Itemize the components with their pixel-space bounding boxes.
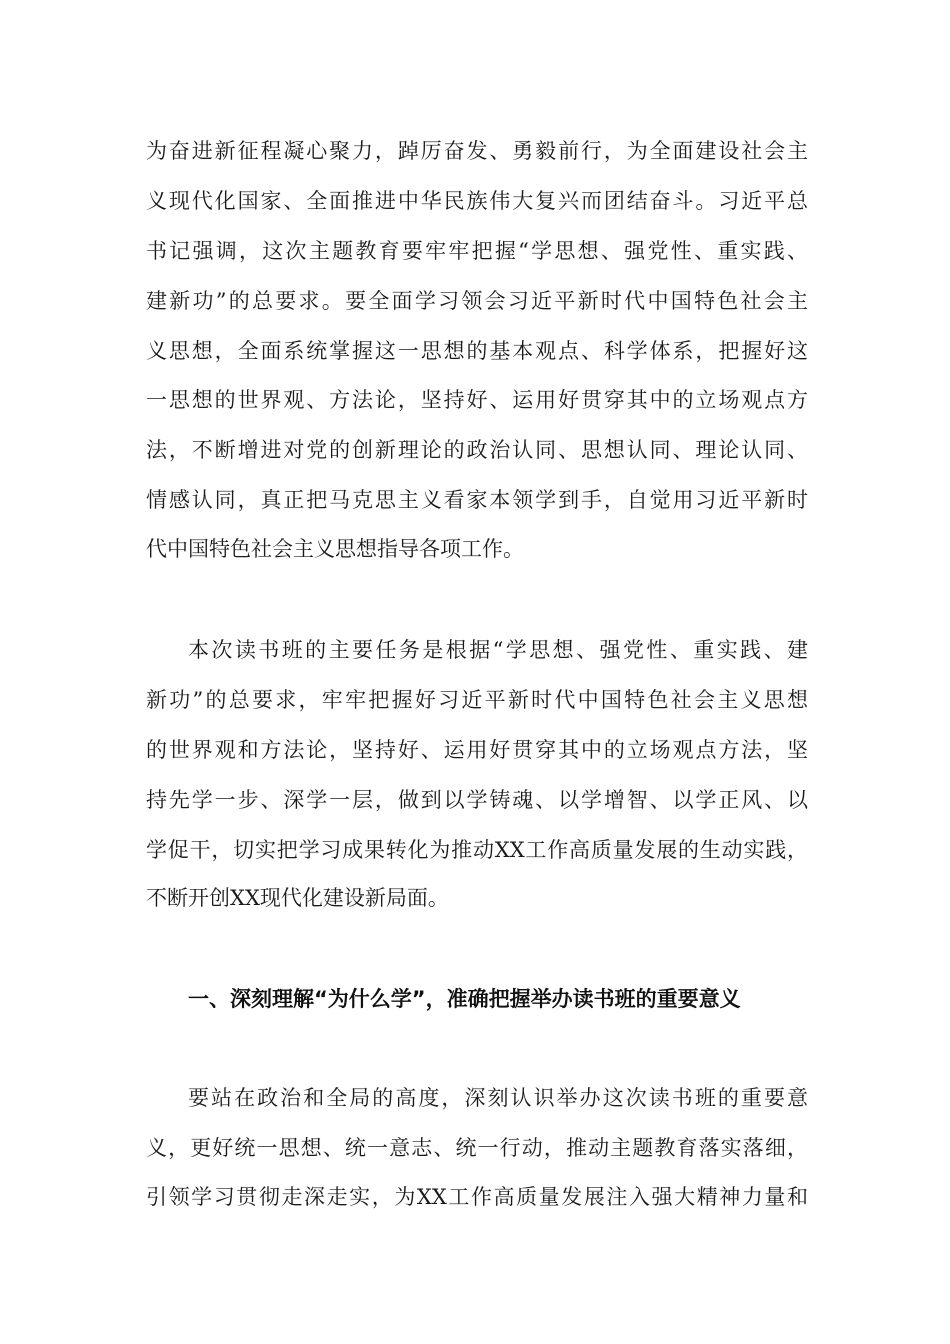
text-line: 要站在政治和全局的高度，深刻认识举办这次读书班的重要意 xyxy=(188,1086,808,1110)
text-line: 情感认同，真正把马克思主义看家本领学到手，自觉用习近平新时 xyxy=(146,488,808,512)
text-line: 为奋进新征程凝心聚力，踔厉奋发、勇毅前行，为全面建设社会主 xyxy=(146,139,808,163)
text-line: 新功”的总要求，牢牢把握好习近平新时代中国特色社会主义思想 xyxy=(146,688,808,712)
text-line: 一思想的世界观、方法论，坚持好、运用好贯穿其中的立场观点方 xyxy=(146,388,808,412)
text-line: 本次读书班的主要任务是根据“学思想、强党性、重实践、建 xyxy=(188,638,808,662)
text-line: 义现代化国家、全面推进中华民族伟大复兴而团结奋斗。习近平总 xyxy=(146,189,808,213)
text-line: 的世界观和方法论，坚持好、运用好贯穿其中的立场观点方法，坚 xyxy=(146,738,808,762)
text-line: 义思想，全面系统掌握这一思想的基本观点、科学体系，把握好这 xyxy=(146,339,808,363)
text-line: 学促干，切实把学习成果转化为推动XX工作高质量发展的生动实践， xyxy=(146,838,808,862)
text-line: 法，不断增进对党的创新理论的政治认同、思想认同、理论认同、 xyxy=(146,438,808,462)
text-line: 不断开创XX现代化建设新局面。 xyxy=(146,886,449,910)
text-line: 书记强调，这次主题教育要牢牢把握“学思想、强党性、重实践、 xyxy=(146,239,808,263)
text-line: 建新功”的总要求。要全面学习领会习近平新时代中国特色社会主 xyxy=(146,289,808,313)
text-line: 义，更好统一思想、统一意志、统一行动，推动主题教育落实落细， xyxy=(146,1136,808,1160)
text-line: 代中国特色社会主义思想指导各项工作。 xyxy=(146,537,524,561)
text-line: 引领学习贯彻走深走实，为XX工作高质量发展注入强大精神力量和 xyxy=(146,1185,808,1209)
text-line: 持先学一步、深学一层，做到以学铸魂、以学增智、以学正风、以 xyxy=(146,788,808,812)
section-heading: 一、深刻理解“为什么学”，准确把握举办读书班的重要意义 xyxy=(188,987,741,1011)
